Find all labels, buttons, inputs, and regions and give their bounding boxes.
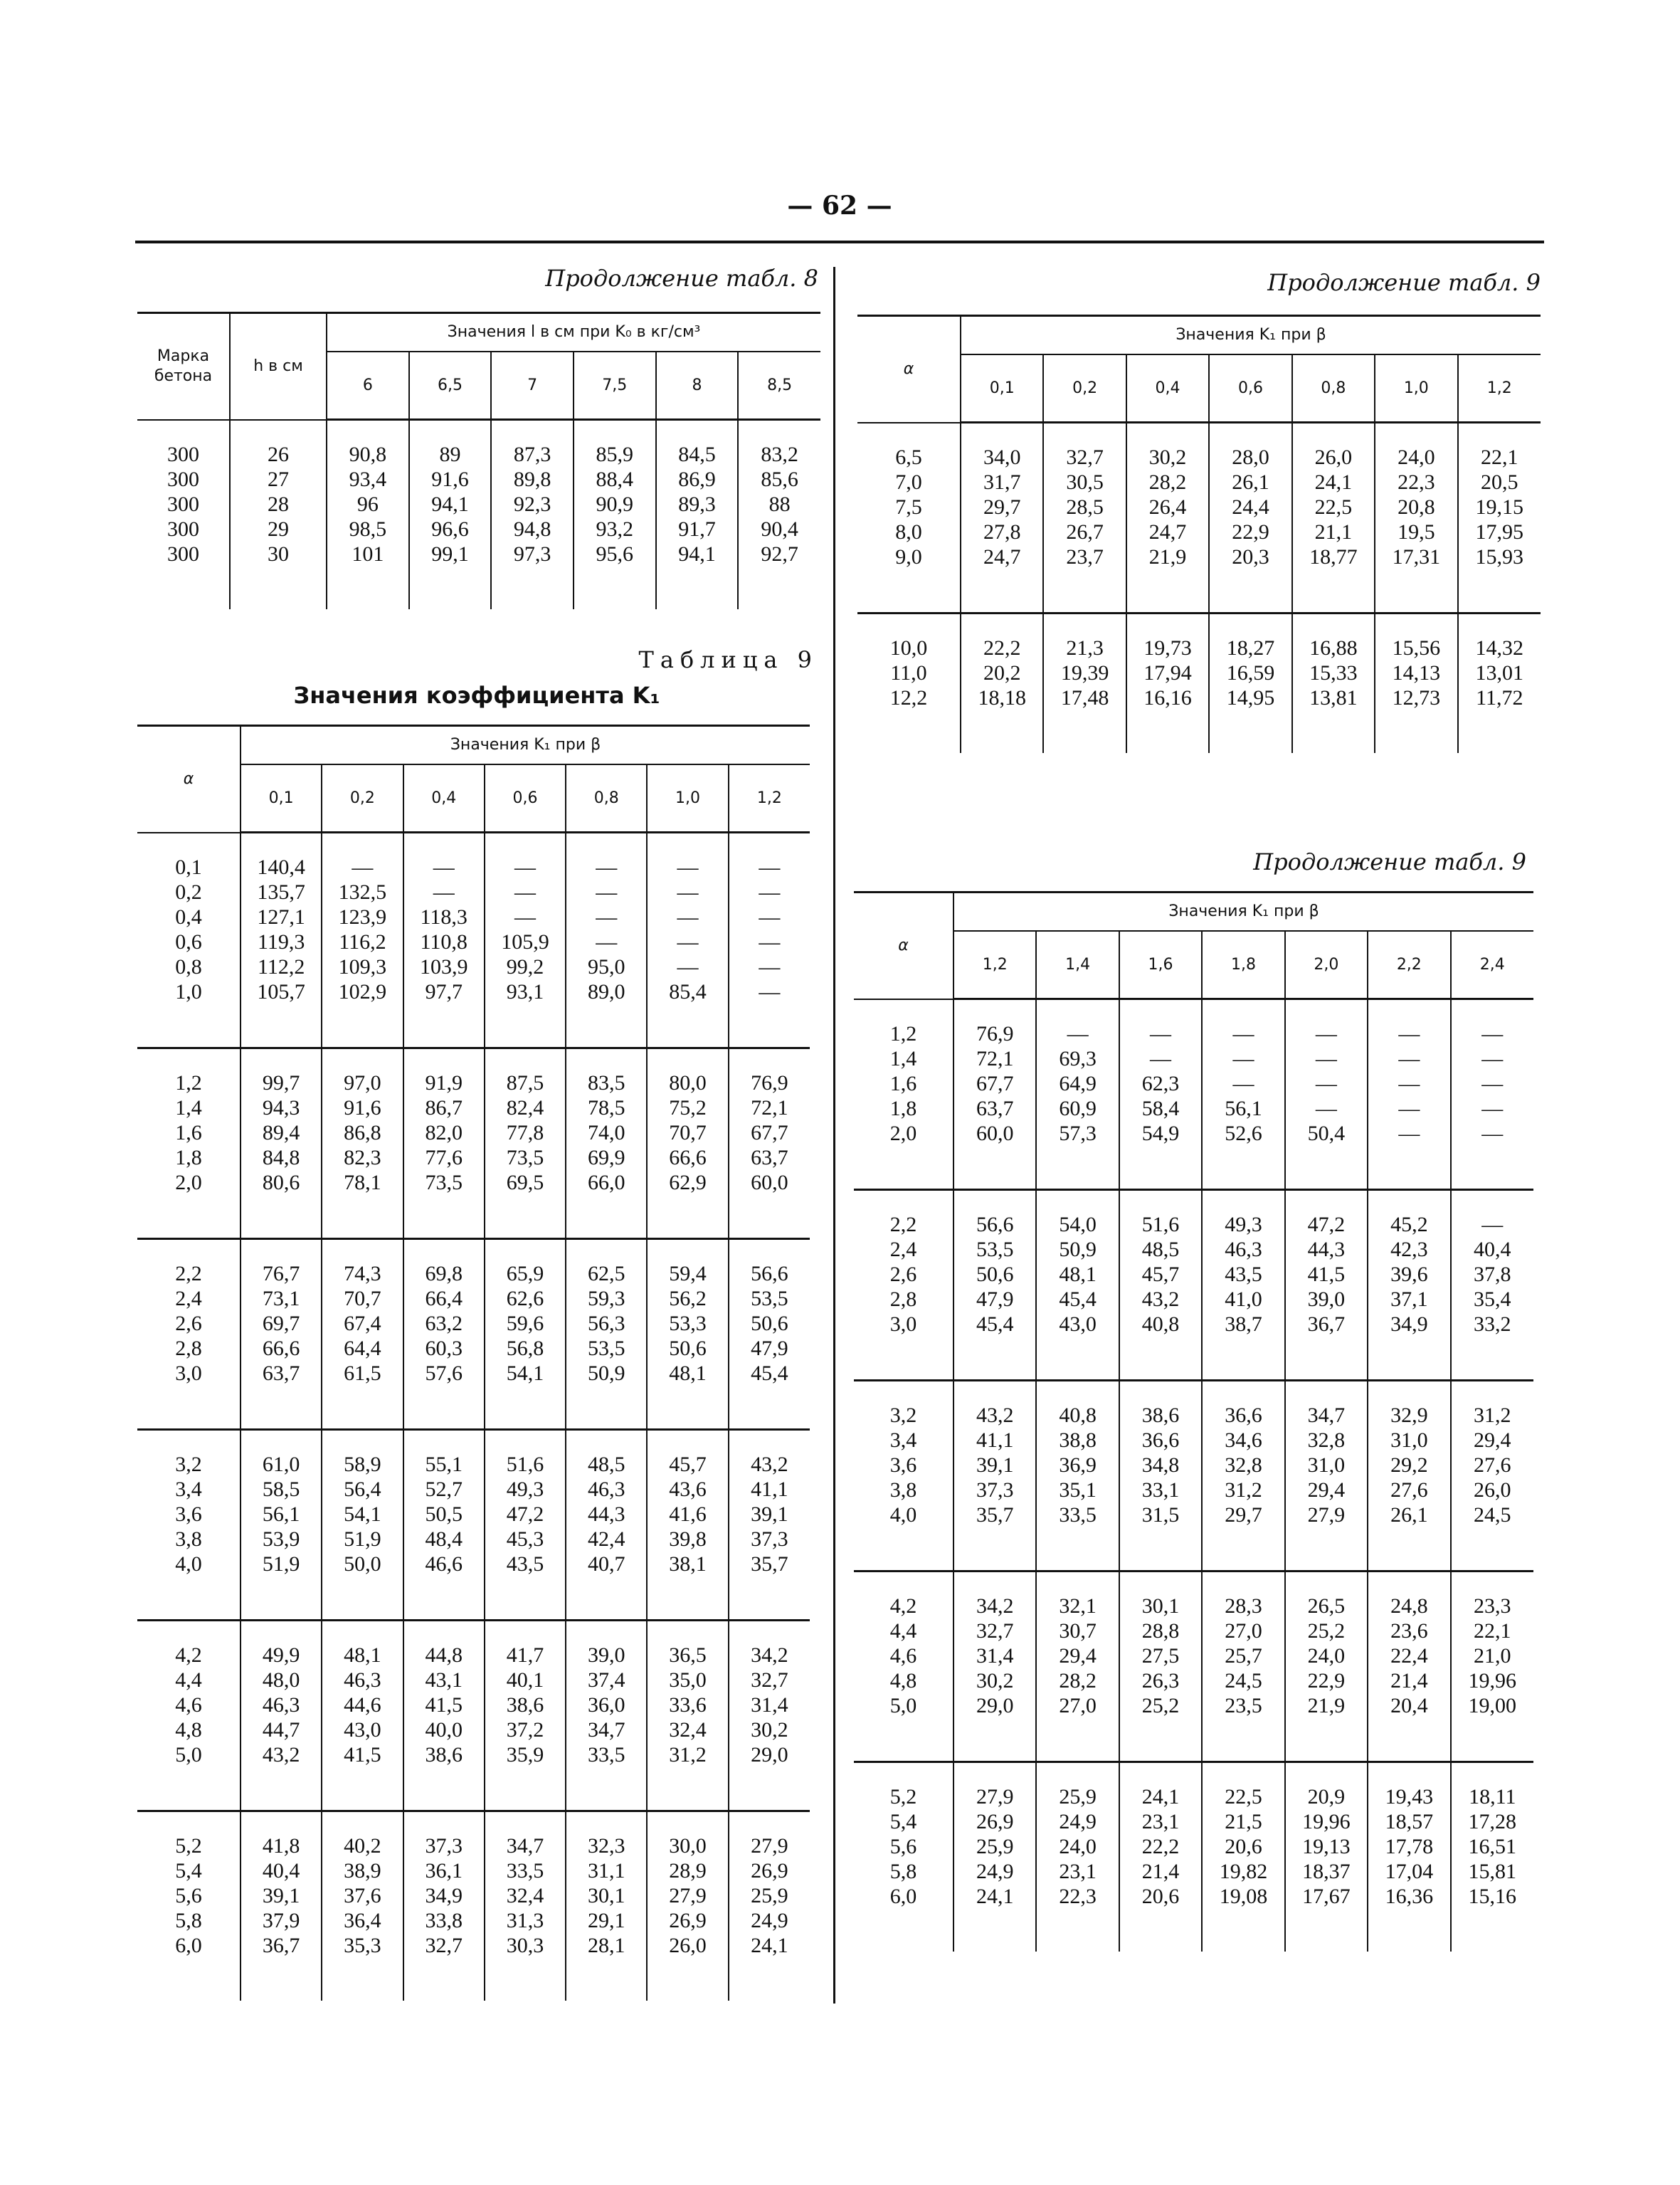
value-cell: 61,0 58,5 56,1 53,9 51,9 (241, 1430, 322, 1621)
value-cell: 76,9 72,1 67,7 63,7 60,0 (729, 1048, 810, 1239)
alpha-cell: 6,5 7,0 7,5 8,0 9,0 (857, 423, 961, 614)
value-cell: 16,88 15,33 13,81 (1292, 614, 1375, 754)
value-cell: 62,5 59,3 56,3 53,5 50,9 (566, 1239, 647, 1430)
column-header: 1,4 (1036, 931, 1119, 999)
value-cell: 26,5 25,2 24,0 22,9 21,9 (1285, 1571, 1368, 1762)
alpha-cell: 10,0 11,0 12,2 (857, 614, 961, 754)
value-cell: 34,7 32,8 31,0 29,4 27,9 (1285, 1381, 1368, 1571)
column-header: 1,2 (953, 931, 1036, 999)
column-header: 1,0 (1375, 354, 1457, 423)
group-header: Значения K₁ при β (961, 316, 1541, 354)
value-cell: 56,6 53,5 50,6 47,9 45,4 (729, 1239, 810, 1430)
table9a-caption: Продолжение табл. 9 (1267, 269, 1541, 296)
value-cell: — — — — — (1451, 999, 1533, 1190)
value-cell: 22,5 21,5 20,6 19,82 19,08 (1202, 1762, 1284, 1952)
value-cell: 40,8 38,8 36,9 35,1 33,5 (1036, 1381, 1119, 1571)
value-cell: 23,3 22,1 21,0 19,96 19,00 (1451, 1571, 1533, 1762)
value-cell: 25,9 24,9 24,0 23,1 22,3 (1036, 1762, 1119, 1952)
column-header: 8 (656, 352, 739, 420)
value-cell: 97,0 91,6 86,8 82,3 78,1 (322, 1048, 403, 1239)
value-cell: 36,6 34,6 32,8 31,2 29,7 (1202, 1381, 1284, 1571)
value-cell: 41,8 40,4 39,1 37,9 36,7 (241, 1811, 322, 2001)
table-row-group (137, 833, 810, 1048)
value-cell: 90,8 93,4 96 98,5 101 (327, 420, 409, 610)
value-cell: 47,2 44,3 41,5 39,0 36,7 (1285, 1190, 1368, 1381)
value-cell: 56,6 53,5 50,6 47,9 45,4 (953, 1190, 1036, 1381)
value-cell: 49,3 46,3 43,5 41,0 38,7 (1202, 1190, 1284, 1381)
value-cell: 89 91,6 94,1 96,6 99,1 (409, 420, 492, 610)
column-header: 2,2 (1368, 931, 1450, 999)
value-cell: 76,9 72,1 67,7 63,7 60,0 (953, 999, 1036, 1190)
col-h-header: h в см (230, 313, 327, 420)
value-cell: 140,4 135,7 127,1 119,3 112,2 105,7 (241, 833, 322, 1048)
alpha-cell: 3,2 3,4 3,6 3,8 4,0 (854, 1381, 953, 1571)
value-cell: 18,11 17,28 16,51 15,81 15,16 (1468, 1785, 1517, 1908)
value-cell: 30,0 28,9 27,9 26,9 26,0 (647, 1811, 728, 2001)
alpha-cell: 2,2 2,4 2,6 2,8 3,0 (137, 1239, 241, 1430)
table9b-caption: Продолжение табл. 9 (1253, 848, 1526, 875)
value-cell: — — — — — — (729, 833, 810, 1048)
value-cell: 80,0 75,2 70,7 66,6 62,9 (647, 1048, 728, 1239)
value-cell: 91,9 86,7 82,0 77,6 73,5 (403, 1048, 485, 1239)
table9-continuation-a (857, 315, 1541, 753)
alpha-header: α (137, 726, 241, 833)
table-row-group (137, 1430, 810, 1621)
column-header: 1,2 (729, 764, 810, 833)
column-header: 0,2 (1043, 354, 1126, 423)
alpha-cell: 5,2 5,4 5,6 5,8 6,0 (854, 1762, 953, 1952)
value-cell: — — — 56,1 52,6 (1202, 999, 1284, 1190)
value-cell: 28,3 27,0 25,7 24,5 23,5 (1202, 1571, 1284, 1762)
column-header: 0,4 (403, 764, 485, 833)
column-header: 7,5 (574, 352, 656, 420)
value-cell: 14,32 13,01 11,72 (1475, 636, 1524, 710)
alpha-cell: 1,2 1,4 1,6 1,8 2,0 (854, 999, 953, 1190)
value-cell: 30,1 28,8 27,5 26,3 25,2 (1119, 1571, 1202, 1762)
column-header: 6 (327, 352, 409, 420)
value-cell: 34,2 32,7 31,4 30,2 29,0 (729, 1621, 810, 1811)
value-cell: 32,7 30,5 28,5 26,7 23,7 (1043, 423, 1126, 614)
table-row-group (854, 999, 1533, 1190)
column-header: 1,8 (1202, 931, 1284, 999)
alpha-header: α (854, 893, 953, 999)
table-row-group (137, 1048, 810, 1239)
value-cell: 74,3 70,7 67,4 64,4 61,5 (322, 1239, 403, 1430)
column-header: 2,0 (1285, 931, 1368, 999)
column-header: 2,4 (1451, 931, 1533, 999)
column-header: 7 (491, 352, 574, 420)
column-header: 1,0 (647, 764, 728, 833)
column-header: 8,5 (738, 352, 820, 420)
value-cell: 37,3 36,1 34,9 33,8 32,7 (403, 1811, 485, 2001)
column-header: 0,6 (1209, 354, 1291, 423)
value-cell: 20,9 19,96 19,13 18,37 17,67 (1285, 1762, 1368, 1952)
column-divider (833, 267, 835, 2004)
value-cell: 34,0 31,7 29,7 27,8 24,7 (961, 423, 1043, 614)
alpha-cell: 1,2 1,4 1,6 1,8 2,0 (137, 1048, 241, 1239)
value-cell: 43,2 41,1 39,1 37,3 35,7 (953, 1381, 1036, 1571)
table-row-group (854, 1381, 1533, 1571)
value-cell: 51,6 48,5 45,7 43,2 40,8 (1119, 1190, 1202, 1381)
value-cell: — — 118,3 110,8 103,9 97,7 (403, 833, 485, 1048)
value-cell: 69,8 66,4 63,2 60,3 57,6 (403, 1239, 485, 1430)
value-cell: — 69,3 64,9 60,9 57,3 (1036, 999, 1119, 1190)
value-cell: 24,1 23,1 22,2 21,4 20,6 (1119, 1762, 1202, 1952)
value-cell: 27,9 26,9 25,9 24,9 24,1 (751, 1834, 788, 1957)
top-rule (135, 241, 1544, 243)
value-cell: 19,43 18,57 17,78 17,04 16,36 (1368, 1762, 1450, 1952)
value-cell: 38,6 36,6 34,8 33,1 31,5 (1119, 1381, 1202, 1571)
value-cell: — — — — 95,0 89,0 (566, 833, 647, 1048)
table-row-group (857, 423, 1541, 614)
value-cell: 87,3 89,8 92,3 94,8 97,3 (491, 420, 574, 610)
value-cell: 34,2 32,7 31,4 30,2 29,0 (953, 1571, 1036, 1762)
column-header: 0,6 (485, 764, 566, 833)
table-row-group (137, 1239, 810, 1430)
column-header: 1,2 (1458, 354, 1541, 423)
value-cell: 24,8 23,6 22,4 21,4 20,4 (1368, 1571, 1450, 1762)
h-cell: 26 27 28 29 30 (230, 420, 327, 610)
value-cell: 76,7 73,1 69,7 66,6 63,7 (241, 1239, 322, 1430)
table-row-group (854, 1190, 1533, 1381)
value-cell: 59,4 56,2 53,3 50,6 48,1 (647, 1239, 728, 1430)
value-cell: 36,5 35,0 33,6 32,4 31,2 (647, 1621, 728, 1811)
alpha-cell: 2,2 2,4 2,6 2,8 3,0 (854, 1190, 953, 1381)
table-row-group (137, 420, 820, 610)
value-cell: 83,2 85,6 88 90,4 92,7 (761, 443, 798, 566)
table9-number: Таблица 9 (638, 646, 818, 673)
marka-cell: 300 300 300 300 300 (137, 420, 230, 610)
value-cell: — — — — — (1368, 999, 1450, 1190)
value-cell: 24,0 22,3 20,8 19,5 17,31 (1375, 423, 1457, 614)
value-cell: 39,0 37,4 36,0 34,7 33,5 (566, 1621, 647, 1811)
table9 (137, 725, 810, 2001)
alpha-cell: 3,2 3,4 3,6 3,8 4,0 (137, 1430, 241, 1621)
value-cell: — — — 105,9 99,2 93,1 (485, 833, 566, 1048)
value-cell: 84,5 86,9 89,3 91,7 94,1 (656, 420, 739, 610)
value-cell: 32,3 31,1 30,1 29,1 28,1 (566, 1811, 647, 2001)
value-cell: 85,9 88,4 90,9 93,2 95,6 (574, 420, 656, 610)
alpha-header: α (857, 316, 961, 423)
value-cell: 22,2 20,2 18,18 (961, 614, 1043, 754)
value-cell: 21,3 19,39 17,48 (1043, 614, 1126, 754)
value-cell: — — 62,3 58,4 54,9 (1119, 999, 1202, 1190)
value-cell: 32,1 30,7 29,4 28,2 27,0 (1036, 1571, 1119, 1762)
value-cell: 58,9 56,4 54,1 51,9 50,0 (322, 1430, 403, 1621)
value-cell: 22,1 20,5 19,15 17,95 15,93 (1458, 423, 1541, 614)
value-cell: 30,2 28,2 26,4 24,7 21,9 (1126, 423, 1209, 614)
table-row-group (137, 1621, 810, 1811)
table-row-group (857, 614, 1541, 754)
value-cell: 26,0 24,1 22,5 21,1 18,77 (1292, 423, 1375, 614)
column-header: 0,1 (241, 764, 322, 833)
value-cell: 32,9 31,0 29,2 27,6 26,1 (1368, 1381, 1450, 1571)
value-cell: 27,9 26,9 25,9 24,9 24,1 (953, 1762, 1036, 1952)
table-row-group (854, 1571, 1533, 1762)
column-header: 6,5 (409, 352, 492, 420)
column-header: 0,8 (566, 764, 647, 833)
alpha-cell: 0,1 0,2 0,4 0,6 0,8 1,0 (137, 833, 241, 1048)
value-cell: — 132,5 123,9 116,2 109,3 102,9 (322, 833, 403, 1048)
value-cell: — 40,4 37,8 35,4 33,2 (1451, 1190, 1533, 1381)
alpha-cell: 4,2 4,4 4,6 4,8 5,0 (854, 1571, 953, 1762)
value-cell: 19,73 17,94 16,16 (1126, 614, 1209, 754)
value-cell: 41,7 40,1 38,6 37,2 35,9 (485, 1621, 566, 1811)
value-cell: 49,9 48,0 46,3 44,7 43,2 (241, 1621, 322, 1811)
value-cell: 48,5 46,3 44,3 42,4 40,7 (566, 1430, 647, 1621)
column-header: 0,2 (322, 764, 403, 833)
column-header: 1,6 (1119, 931, 1202, 999)
group-header: Значения K₁ при β (241, 726, 810, 764)
value-cell: 48,1 46,3 44,6 43,0 41,5 (322, 1621, 403, 1811)
table8 (137, 312, 820, 609)
column-header: 0,4 (1126, 354, 1209, 423)
value-cell: 44,8 43,1 41,5 40,0 38,6 (403, 1621, 485, 1811)
page-number: — 62 — (787, 191, 892, 221)
value-cell: 18,27 16,59 14,95 (1209, 614, 1291, 754)
value-cell: 45,2 42,3 39,6 37,1 34,9 (1368, 1190, 1450, 1381)
value-cell: 28,0 26,1 24,4 22,9 20,3 (1209, 423, 1291, 614)
column-header: 0,1 (961, 354, 1043, 423)
value-cell: 83,5 78,5 74,0 69,9 66,0 (566, 1048, 647, 1239)
col-marka-header: Марка бетона (137, 313, 230, 420)
value-cell: 31,2 29,4 27,6 26,0 24,5 (1451, 1381, 1533, 1571)
column-header: 0,8 (1292, 354, 1375, 423)
value-cell: 65,9 62,6 59,6 56,8 54,1 (485, 1239, 566, 1430)
value-cell: 54,0 50,9 48,1 45,4 43,0 (1036, 1190, 1119, 1381)
value-cell: 15,56 14,13 12,73 (1375, 614, 1457, 754)
table-row-group (854, 1762, 1533, 1952)
value-cell: 34,7 33,5 32,4 31,3 30,3 (485, 1811, 566, 2001)
value-cell: 43,2 41,1 39,1 37,3 35,7 (729, 1430, 810, 1621)
table9-continuation-b (854, 891, 1533, 1952)
value-cell: 55,1 52,7 50,5 48,4 46,6 (403, 1430, 485, 1621)
alpha-cell: 5,2 5,4 5,6 5,8 6,0 (137, 1811, 241, 2001)
value-cell: — — — — 50,4 (1285, 999, 1368, 1190)
table9-title: Значения коэффициента K₁ (293, 682, 660, 709)
value-cell: 45,7 43,6 41,6 39,8 38,1 (647, 1430, 728, 1621)
group-header: Значения K₁ при β (953, 893, 1533, 931)
table8-caption: Продолжение табл. 8 (545, 265, 818, 292)
table-row-group (137, 1811, 810, 2001)
alpha-cell: 4,2 4,4 4,6 4,8 5,0 (137, 1621, 241, 1811)
value-cell: 87,5 82,4 77,8 73,5 69,5 (485, 1048, 566, 1239)
value-cell: 99,7 94,3 89,4 84,8 80,6 (241, 1048, 322, 1239)
value-cell: 40,2 38,9 37,6 36,4 35,3 (322, 1811, 403, 2001)
value-cell: 51,6 49,3 47,2 45,3 43,5 (485, 1430, 566, 1621)
group-header: Значения l в см при K₀ в кг/см³ (327, 313, 820, 352)
value-cell: — — — — — 85,4 (647, 833, 728, 1048)
